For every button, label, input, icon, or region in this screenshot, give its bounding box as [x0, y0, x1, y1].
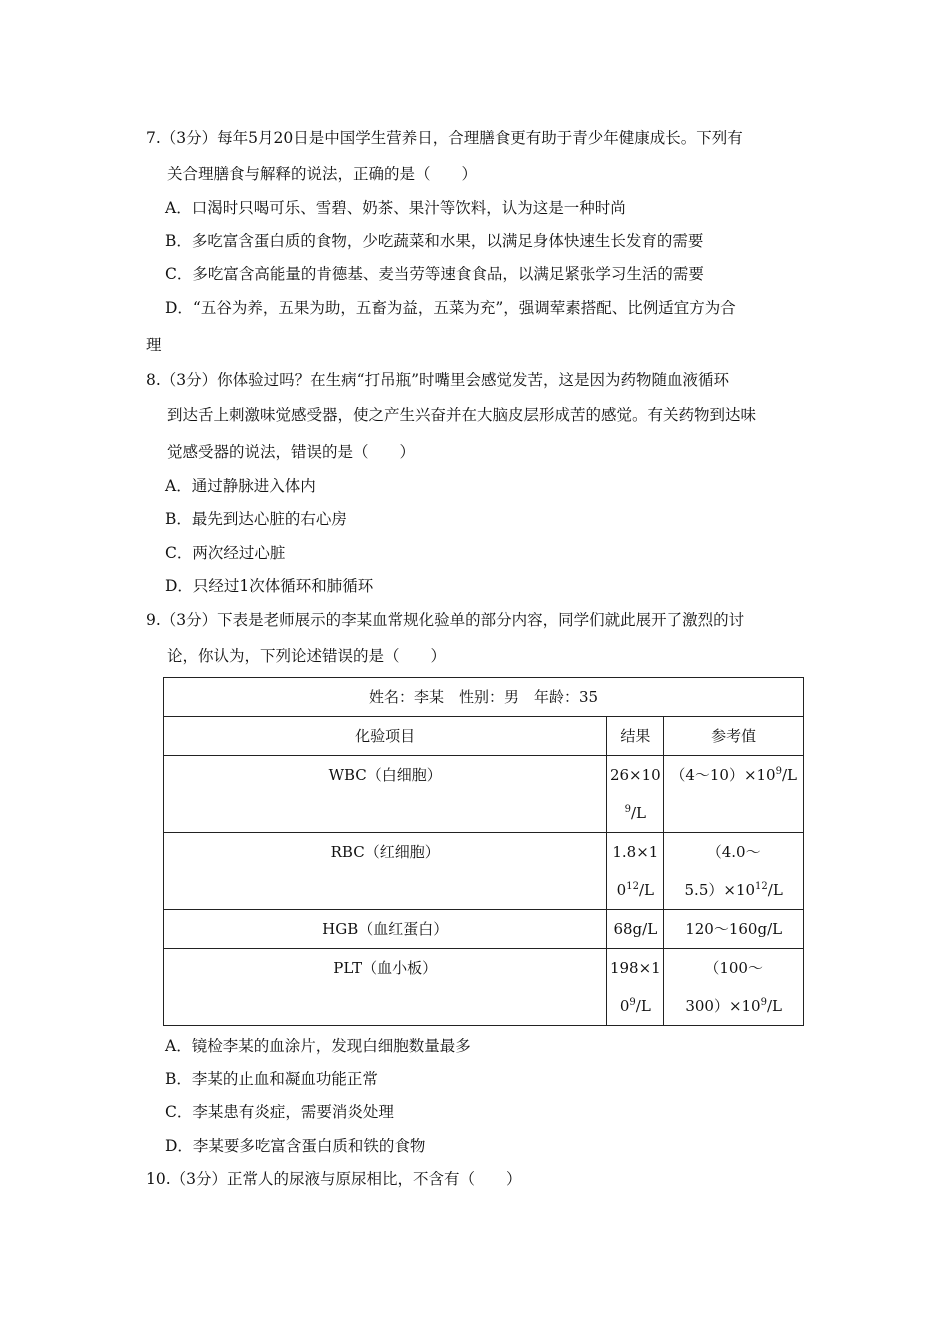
- header-reference: 参考值: [664, 717, 804, 756]
- blood-test-table: [163, 677, 804, 1026]
- q7-option-d: D．“五谷为养，五果为助，五畜为益，五菜为充”，强调荤素搭配、比例适宜方为合: [165, 299, 736, 317]
- q9-option-a: A．镜检李某的血涂片，发现白细胞数量最多: [165, 1037, 471, 1055]
- item-cell: PLT（血小板）: [164, 949, 607, 1026]
- q7-option-c: C．多吃富含高能量的肯德基、麦当劳等速食食品，以满足紧张学习生活的需要: [165, 265, 704, 283]
- item-cell: HGB（血红蛋白）: [164, 910, 607, 949]
- table-row: [164, 910, 804, 949]
- table-row: [164, 949, 804, 1026]
- q9-option-b: B．李某的止血和凝血功能正常: [165, 1070, 378, 1088]
- q8-stem-line1: 8.（3分）你体验过吗？在生病“打吊瓶”时嘴里会感觉发苦，这是因为药物随血液循环: [146, 371, 730, 389]
- q8-option-d: D．只经过1次体循环和肺循环: [165, 577, 374, 595]
- result-cell: 68g/L: [607, 910, 664, 949]
- item-cell: RBC（红细胞）: [164, 833, 607, 910]
- header-result: 结果: [607, 717, 664, 756]
- reference-cell: $(4\sim 10)\times 10^9/L$: [664, 756, 804, 833]
- q8-option-a: A．通过静脉进入体内: [165, 477, 316, 495]
- q8-option-b: B．最先到达心脏的右心房: [165, 510, 347, 528]
- q7-stem-line2: 关合理膳食与解释的说法，正确的是（ ）: [167, 165, 478, 183]
- q7-option-d-wrap: 理: [146, 336, 162, 354]
- q8-stem-line2: 到达舌上刺激味觉感受器，使之产生兴奋并在大脑皮层形成苦的感觉。有关药物到达味: [167, 406, 757, 424]
- reference-cell: （4.0～ $5.5)\times 10^{12}/L$: [664, 833, 804, 910]
- result-cell: 1.8×1 $0^{12}/L$: [607, 833, 664, 910]
- reference-cell: （100～ $300)\times 10^9/L$: [664, 949, 804, 1026]
- item-cell: WBC（白细胞）: [164, 756, 607, 833]
- result-cell: 26×10 $^9$/L: [607, 756, 664, 833]
- header-item: 化验项目: [164, 717, 607, 756]
- q9-stem-line1: 9.（3分）下表是老师展示的李某血常规化验单的部分内容，同学们就此展开了激烈的讨: [146, 611, 745, 629]
- q7-stem-line1: 7.（3分）每年5月20日是中国学生营养日，合理膳食更有助于青少年健康成长。下列有: [146, 129, 743, 147]
- q9-stem-line2: 论，你认为，下列论述错误的是（ ）: [167, 647, 447, 665]
- q10-stem-line1: 10.（3分）正常人的尿液与原尿相比，不含有（ ）: [146, 1170, 522, 1188]
- q9-option-c: C．李某患有炎症，需要消炎处理: [165, 1103, 394, 1121]
- q9-option-d: D．李某要多吃富含蛋白质和铁的食物: [165, 1137, 426, 1155]
- q8-stem-line3: 觉感受器的说法，错误的是（ ）: [167, 443, 416, 461]
- result-cell: 198×1 $0^9/L$: [607, 949, 664, 1026]
- q7-option-b: B．多吃富含蛋白质的食物，少吃蔬菜和水果，以满足身体快速生长发育的需要: [165, 232, 704, 250]
- reference-cell: 120～160g/L: [664, 910, 804, 949]
- q8-option-c: C．两次经过心脏: [165, 544, 286, 562]
- q7-option-a: A．口渴时只喝可乐、雪碧、奶茶、果汁等饮料，认为这是一种时尚: [165, 199, 626, 217]
- table-row: [164, 833, 804, 910]
- patient-info-cell: 姓名：李某 性别：男 年龄：35: [164, 678, 804, 717]
- table-row: [164, 756, 804, 833]
